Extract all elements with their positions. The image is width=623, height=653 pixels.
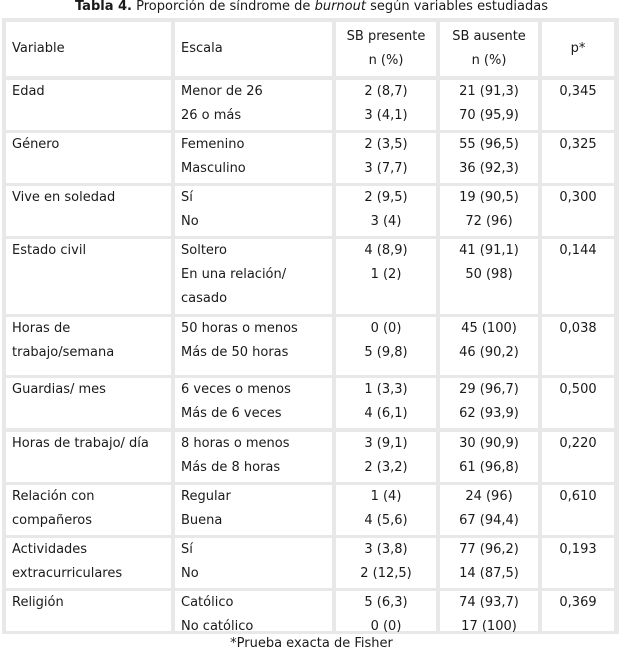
cell-ausente-text: 41 (91,1) bbox=[459, 243, 519, 258]
caption-text-before: Proporción de síndrome de bbox=[136, 0, 311, 14]
header-variable-label: Variable bbox=[12, 41, 65, 56]
cell-ausente-text: 61 (96,8) bbox=[459, 460, 519, 475]
cell-escala-text: Más de 50 horas bbox=[181, 345, 289, 360]
cell-p-text: 0,345 bbox=[559, 84, 597, 99]
cell-variable-text: Género bbox=[12, 137, 60, 152]
cell-p-text: 0,038 bbox=[559, 321, 597, 336]
cell-p-text: 0,325 bbox=[559, 137, 597, 152]
cell-variable-text: Horas de trabajo/ día bbox=[12, 436, 149, 451]
header-sb-ausente bbox=[440, 22, 538, 76]
cell-variable-text: Relación con bbox=[12, 489, 95, 504]
cell-ausente-text: 21 (91,3) bbox=[459, 84, 519, 99]
cell-presente-text: 1 (3,3) bbox=[364, 382, 408, 397]
cell-presente-text: 3 (4) bbox=[370, 214, 402, 229]
cell-p bbox=[542, 133, 614, 183]
cell-p bbox=[542, 239, 614, 314]
cell-presente bbox=[336, 378, 436, 428]
cell-variable-text: Edad bbox=[12, 84, 45, 99]
table-caption bbox=[0, 0, 623, 14]
cell-ausente bbox=[440, 133, 538, 183]
cell-escala-text: Femenino bbox=[181, 137, 245, 152]
header-escala bbox=[175, 22, 332, 76]
header-sb-presente-label: SB presente bbox=[346, 29, 426, 44]
cell-escala-text: Sí bbox=[181, 542, 193, 557]
cell-escala-text: No bbox=[181, 566, 199, 581]
cell-ausente-text: 14 (87,5) bbox=[459, 566, 519, 581]
cell-presente-text: 0 (0) bbox=[370, 321, 402, 336]
cell-presente-text: 0 (0) bbox=[370, 619, 402, 634]
header-escala-label: Escala bbox=[181, 41, 223, 56]
cell-ausente bbox=[440, 186, 538, 236]
cell-presente-text: 2 (8,7) bbox=[364, 84, 408, 99]
cell-escala-text: Más de 8 horas bbox=[181, 460, 281, 475]
cell-p-text: 0,144 bbox=[559, 243, 597, 258]
cell-ausente bbox=[440, 378, 538, 428]
header-p-value bbox=[542, 22, 614, 76]
cell-variable bbox=[6, 133, 171, 183]
cell-p bbox=[542, 186, 614, 236]
cell-ausente-text: 24 (96) bbox=[465, 489, 513, 504]
cell-escala bbox=[175, 538, 332, 588]
cell-escala bbox=[175, 239, 332, 314]
cell-escala bbox=[175, 133, 332, 183]
cell-presente-text: 4 (8,9) bbox=[364, 243, 408, 258]
cell-ausente bbox=[440, 239, 538, 314]
cell-presente-text: 2 (3,5) bbox=[364, 137, 408, 152]
cell-ausente-text: 67 (94,4) bbox=[459, 513, 519, 528]
cell-p bbox=[542, 538, 614, 588]
cell-ausente bbox=[440, 80, 538, 130]
header-variable bbox=[6, 22, 171, 76]
cell-variable bbox=[6, 80, 171, 130]
table-footnote: *Prueba exacta de Fisher bbox=[230, 636, 393, 651]
cell-p-text: 0,220 bbox=[559, 436, 597, 451]
cell-variable-text: Estado civil bbox=[12, 243, 87, 258]
results-table bbox=[2, 18, 619, 634]
cell-ausente-text: 46 (90,2) bbox=[459, 345, 519, 360]
cell-escala bbox=[175, 186, 332, 236]
cell-presente bbox=[336, 133, 436, 183]
header-sb-ausente-label: n (%) bbox=[471, 53, 507, 68]
cell-escala bbox=[175, 485, 332, 535]
cell-escala-text: Menor de 26 bbox=[181, 84, 263, 99]
cell-escala-text: No católico bbox=[181, 619, 254, 634]
cell-ausente-text: 36 (92,3) bbox=[459, 161, 519, 176]
cell-variable bbox=[6, 485, 171, 535]
cell-escala bbox=[175, 591, 332, 634]
cell-presente-text: 3 (4,1) bbox=[364, 108, 408, 123]
cell-p-text: 0,369 bbox=[559, 595, 597, 610]
cell-ausente-text: 74 (93,7) bbox=[459, 595, 519, 610]
cell-escala bbox=[175, 80, 332, 130]
cell-variable bbox=[6, 186, 171, 236]
caption-text-after: según variables estudiadas bbox=[370, 0, 549, 14]
cell-ausente bbox=[440, 317, 538, 375]
cell-p bbox=[542, 378, 614, 428]
cell-presente-text: 3 (7,7) bbox=[364, 161, 408, 176]
cell-p bbox=[542, 591, 614, 631]
cell-presente-text: 2 (12,5) bbox=[360, 566, 412, 581]
cell-escala-text: Masculino bbox=[181, 161, 246, 176]
cell-escala-text: Sí bbox=[181, 190, 193, 205]
cell-ausente-text: 50 (98) bbox=[465, 267, 513, 282]
cell-ausente bbox=[440, 432, 538, 482]
cell-escala-text: Regular bbox=[181, 489, 231, 504]
cell-p bbox=[542, 432, 614, 482]
cell-p-text: 0,610 bbox=[559, 489, 597, 504]
cell-variable-text: Religión bbox=[12, 595, 64, 610]
cell-ausente-text: 77 (96,2) bbox=[459, 542, 519, 557]
cell-ausente-text: 62 (93,9) bbox=[459, 406, 519, 421]
cell-variable bbox=[6, 317, 171, 375]
cell-ausente-text: 70 (95,9) bbox=[459, 108, 519, 123]
cell-presente bbox=[336, 591, 436, 634]
cell-variable-text: compañeros bbox=[12, 513, 93, 528]
cell-ausente bbox=[440, 485, 538, 535]
header-sb-presente-label: n (%) bbox=[368, 53, 404, 68]
cell-presente bbox=[336, 538, 436, 588]
cell-escala-text: Buena bbox=[181, 513, 223, 528]
cell-presente-text: 4 (5,6) bbox=[364, 513, 408, 528]
cell-p-text: 0,193 bbox=[559, 542, 597, 557]
cell-escala bbox=[175, 317, 332, 375]
cell-ausente bbox=[440, 591, 538, 634]
cell-p-text: 0,500 bbox=[559, 382, 597, 397]
cell-variable-text: Vive en soledad bbox=[12, 190, 116, 205]
cell-escala-text: Soltero bbox=[181, 243, 227, 258]
cell-variable bbox=[6, 538, 171, 588]
cell-variable-text: trabajo/semana bbox=[12, 345, 115, 360]
cell-presente bbox=[336, 239, 436, 314]
cell-p bbox=[542, 317, 614, 375]
cell-presente bbox=[336, 485, 436, 535]
cell-ausente-text: 29 (96,7) bbox=[459, 382, 519, 397]
cell-variable-text: Guardias/ mes bbox=[12, 382, 106, 397]
cell-variable bbox=[6, 591, 171, 631]
cell-ausente-text: 72 (96) bbox=[465, 214, 513, 229]
cell-escala-text: En una relación/ bbox=[181, 267, 287, 282]
caption-italic-term: burnout bbox=[314, 0, 366, 14]
cell-presente-text: 1 (2) bbox=[370, 267, 402, 282]
header-p-value-label: p* bbox=[570, 41, 586, 56]
cell-variable bbox=[6, 378, 171, 428]
cell-variable-text: Actividades bbox=[12, 542, 88, 557]
cell-escala-text: 6 veces o menos bbox=[181, 382, 291, 397]
cell-ausente-text: 45 (100) bbox=[461, 321, 517, 336]
cell-p bbox=[542, 485, 614, 535]
cell-escala-text: casado bbox=[181, 291, 228, 306]
cell-ausente-text: 55 (96,5) bbox=[459, 137, 519, 152]
cell-presente bbox=[336, 186, 436, 236]
cell-presente-text: 1 (4) bbox=[370, 489, 402, 504]
cell-presente-text: 3 (3,8) bbox=[364, 542, 408, 557]
cell-p-text: 0,300 bbox=[559, 190, 597, 205]
header-sb-presente bbox=[336, 22, 436, 76]
cell-presente-text: 5 (6,3) bbox=[364, 595, 408, 610]
cell-escala bbox=[175, 378, 332, 428]
cell-escala-text: Más de 6 veces bbox=[181, 406, 282, 421]
header-sb-ausente-label: SB ausente bbox=[452, 29, 526, 44]
cell-presente-text: 2 (9,5) bbox=[364, 190, 408, 205]
cell-escala-text: 50 horas o menos bbox=[181, 321, 298, 336]
caption-label: Tabla 4. bbox=[74, 0, 132, 14]
cell-presente-text: 5 (9,8) bbox=[364, 345, 408, 360]
cell-variable bbox=[6, 432, 171, 482]
cell-presente bbox=[336, 80, 436, 130]
cell-escala-text: 8 horas o menos bbox=[181, 436, 290, 451]
cell-variable-text: Horas de bbox=[12, 321, 71, 336]
cell-presente-text: 3 (9,1) bbox=[364, 436, 408, 451]
cell-ausente-text: 19 (90,5) bbox=[459, 190, 519, 205]
cell-presente bbox=[336, 432, 436, 482]
cell-variable-text: extracurriculares bbox=[12, 566, 123, 581]
cell-escala-text: No bbox=[181, 214, 199, 229]
cell-ausente-text: 30 (90,9) bbox=[459, 436, 519, 451]
cell-escala-text: Católico bbox=[181, 595, 234, 610]
cell-presente-text: 4 (6,1) bbox=[364, 406, 408, 421]
cell-ausente bbox=[440, 538, 538, 588]
cell-variable bbox=[6, 239, 171, 314]
cell-presente bbox=[336, 317, 436, 375]
cell-p bbox=[542, 80, 614, 130]
cell-escala bbox=[175, 432, 332, 482]
cell-presente-text: 2 (3,2) bbox=[364, 460, 408, 475]
cell-ausente-text: 17 (100) bbox=[461, 619, 517, 634]
cell-escala-text: 26 o más bbox=[181, 108, 242, 123]
